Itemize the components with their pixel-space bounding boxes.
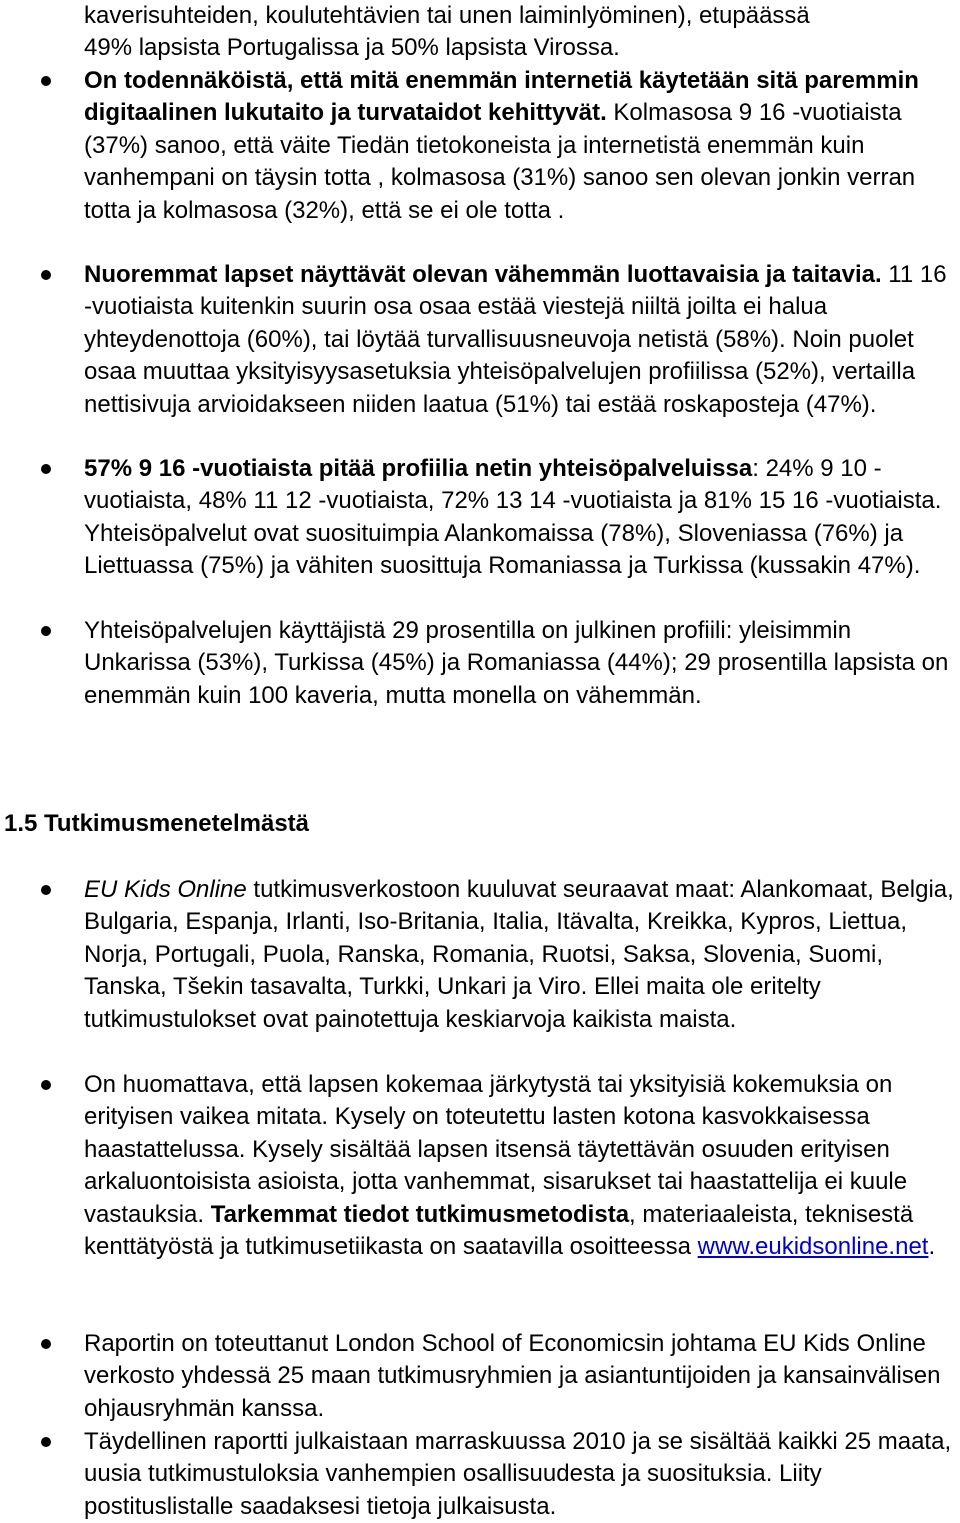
bullet-digital-literacy	[84, 65, 956, 227]
bullet-full-report	[84, 1426, 956, 1523]
bullet-text: Raportin on toteuttanut London School of Economicsin johtama EU Kids Online verkosto yhdessä 25 maan tutkimusryhmien ja asiantuntijoiden ja kansainvälisen ohjausryhmän kanssa.	[84, 1330, 941, 1422]
bullet-dot	[41, 885, 51, 895]
bullet-dot	[41, 1080, 51, 1090]
bullet-bold-text: On todennäköistä, että mitä enemmän internetiä käytetään sitä paremmin digitaalinen lukutaito ja turvataidot kehittyvät.	[84, 67, 919, 127]
bullet-text: Yhteisöpalvelujen käyttäjistä 29 prosentilla on julkinen profiili: yleisimmin Unkarissa (53%), Turkissa (45%) ja Romaniassa (44%); 29 prosentilla lapsista on enemmän kuin 100 kaveria, mutta monella on vähemmän.	[84, 617, 949, 709]
bullet-dot	[41, 464, 51, 474]
bullet-text: 11 16 -vuotiaista kuitenkin suurin osa osaa estää viestejä niiltä joilta ei halua yhteydenottoja (60%), tai löytää turvallisuusneuvoja netistä (58%). Noin puolet osaa muuttaa yksityisyysasetuksia yhteisöpalvelujen profiilissa (52%), vertailla nettisivuja arvioidakseen niiden laatua (51%) tai estää roskaposteja (47%).	[84, 261, 947, 418]
section-heading: 1.5 Tutkimusmenetelmästä	[4, 810, 310, 837]
bullet-text: , materiaaleista, teknisestä kenttätyöstä ja tutkimusetiikasta on saatavilla osoitteessa	[84, 1200, 914, 1261]
bullet-dot	[41, 76, 51, 86]
bullet-public-profile	[84, 615, 956, 712]
bullet-dot	[41, 270, 51, 280]
bullet-bold-text: Nuoremmat lapset näyttävät olevan vähemmän luottavaisia ja taitavia.	[84, 261, 882, 288]
bullet-countries	[84, 874, 956, 1036]
bullet-text: .	[928, 1233, 936, 1261]
bullet-bold-text: 57% 9 16 -vuotiaista pitää profiilia netin yhteisöpalveluissa	[84, 455, 753, 482]
bullet-dot	[41, 626, 51, 636]
bullet-text: tutkimusverkostoon kuuluvat seuraavat maat: Alankomaat, Belgia, Bulgaria, Espanja, Irlanti, Iso-Britania, Italia, Itävalta, Kreikka, Kypros, Liettua, Norja, Portugali, Puola, Ranska, Romania, Ruotsi, Saksa, Slovenia, Suomi, Tanska, Tšekin tasavalta, Turkki, Unkari ja Viro. Ellei maita ole eritelty tutkimustulokset ovat painotettuja keskiarvoja kaikista maista.	[84, 876, 954, 1033]
bullet-dot	[41, 1339, 51, 1349]
bullet-text: : 24% 9 10 -vuotiaista, 48% 11 12 -vuotiaista, 72% 13 14 -vuotiaista ja 81% 15 16 -vuotiaista. Yhteisöpalvelut ovat suosituimpia Alankomaissa (78%), Sloveniassa (76%) ja Liettuassa (75%) ja vähiten suosittuja Romaniassa ja Turkissa (kussakin 47%).	[84, 455, 942, 580]
bullet-report-authors	[84, 1328, 956, 1425]
bullet-text: Kolmasosa 9 16 -vuotiaista (37%) sanoo, että väite Tiedän tietokoneista ja internetistä enemmän kuin vanhempani on täysin totta , kolmasosa (31%) sanoo sen olevan jonkin verran totta ja kolmasosa (32%), että se ei ole totta .	[84, 99, 916, 224]
bullet-bold-text: Tarkemmat tiedot tutkimusmetodista	[210, 1200, 630, 1228]
bullet-methodology	[84, 1069, 956, 1263]
bullet-social-profiles	[84, 453, 956, 583]
intro-paragraph	[84, 0, 956, 65]
bullet-text: Täydellinen raportti julkaistaan marraskuussa 2010 ja se sisältää kaikki 25 maata, uusia tutkimustuloksia vanhempien osallisuudesta ja suosituksia. Liity postituslistalle saadaksesi tietoja julkaisusta.	[84, 1428, 952, 1520]
eukidsonline-link[interactable]: www.eukidsonline.net	[697, 1233, 929, 1261]
intro-line-1: kaverisuhteiden, koulutehtävien tai unen laiminlyöminen), etupäässä	[84, 2, 810, 29]
bullet-younger-children	[84, 259, 956, 421]
intro-line-2: 49% lapsista Portugalissa ja 50% lapsista Virossa.	[84, 34, 620, 62]
bullet-dot	[41, 1437, 51, 1447]
bullet-text: On huomattava, että lapsen kokemaa järkytystä tai yksityisiä kokemuksia on erityisen vaikea mitata. Kysely on toteutettu lasten kotona kasvokkaisessa haastattelussa. Kysely sisältää lapsen itsensä täytettävän osuuden erityisen arkaluontoisista asioista, jotta vanhemmat, sisarukset tai haastattelija ei kuule vastauksia.	[84, 1071, 908, 1228]
bullet-italic-text: EU Kids Online	[84, 876, 247, 903]
